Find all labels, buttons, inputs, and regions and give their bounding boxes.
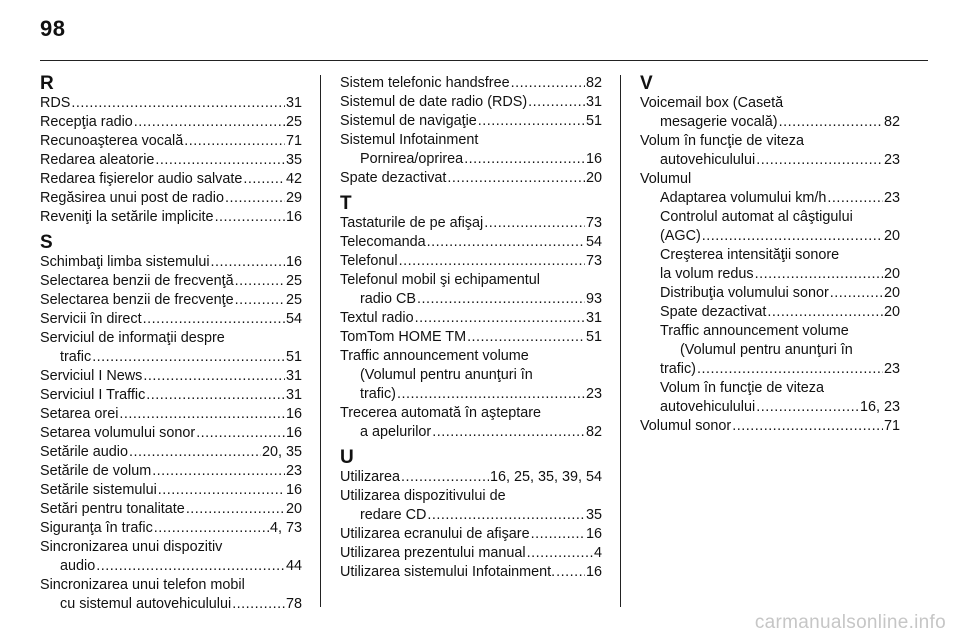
dot-leader	[96, 557, 285, 576]
index-entry	[40, 538, 302, 576]
dot-leader	[478, 112, 585, 131]
index-entry-page: 82	[585, 75, 602, 91]
index-entry-page: 23	[883, 152, 900, 168]
index-entry-title: audio	[60, 558, 96, 574]
index-entry-title: Schimbaţi limba sistemului	[40, 254, 210, 270]
index-entry-page: 23	[883, 361, 900, 377]
index-entry-page: 20, 35	[261, 444, 302, 460]
index-entry-title: Telefonul	[340, 253, 398, 269]
dot-leader	[427, 506, 585, 525]
index-entry	[340, 487, 602, 525]
index-entry-page: 16	[285, 406, 302, 422]
index-entry-text: Sincronizarea unui dispozitiv	[40, 539, 223, 555]
index-entry-page: 71	[883, 418, 900, 434]
index-entry-text: (Volumul pentru anunţuri în	[360, 367, 533, 383]
index-entry-page: 31	[285, 387, 302, 403]
dot-leader	[756, 151, 883, 170]
dot-leader	[158, 481, 285, 500]
index-entry-page: 16, 23	[859, 399, 900, 415]
index-entry-page: 82	[883, 114, 900, 130]
index-entry-title: Recepţia radio	[40, 114, 133, 130]
index-entry-title: trafic)	[660, 361, 696, 377]
dot-leader	[467, 328, 585, 347]
index-entry-text: Sincronizarea unui telefon mobil	[40, 577, 245, 593]
index-entry-title: Spate dezactivat	[340, 170, 447, 186]
index-entry-text: Creşterea intensităţii sonore	[660, 247, 840, 263]
index-entry-title: Selectarea benzii de frecvenţă	[40, 273, 234, 289]
index-letter: R	[40, 73, 54, 94]
dot-leader	[397, 385, 585, 404]
column-divider	[320, 75, 321, 607]
index-entry-title: Spate dezactivat	[660, 304, 767, 320]
dot-leader	[511, 74, 585, 93]
index-entry	[340, 563, 602, 582]
index-entry-page: 20	[585, 170, 602, 186]
index-entry-title: Pornirea/oprirea	[360, 151, 464, 167]
index-letter: S	[40, 232, 53, 253]
index-entry	[340, 112, 602, 131]
index-entry	[40, 405, 302, 424]
index-entry-page: 20	[285, 501, 302, 517]
index-entry	[340, 309, 602, 328]
index-entry-title: autovehiculului	[660, 399, 756, 415]
index-entry-page: 78	[285, 596, 302, 612]
index-entry-title: Serviciul I News	[40, 368, 143, 384]
dot-leader	[129, 443, 261, 462]
index-entry-page: 20	[883, 228, 900, 244]
dot-leader	[779, 113, 883, 132]
index-entry-page: 25	[285, 273, 302, 289]
index-entry	[340, 233, 602, 252]
index-entry	[40, 367, 302, 386]
index-entry-title: Setarea volumului sonor	[40, 425, 196, 441]
index-entry-title: Tastaturile de pe afişaj	[340, 215, 484, 231]
index-entry-title: Setările sistemului	[40, 482, 157, 498]
dot-leader	[556, 563, 585, 582]
index-entry	[640, 94, 900, 132]
index-entry-page: 93	[585, 291, 602, 307]
index-entry-page: 42	[285, 171, 302, 187]
index-entry-title: Volumul sonor	[640, 418, 732, 434]
index-entry-text: Telefonul mobil şi echipamentul	[340, 272, 540, 288]
index-entry-title: Utilizarea prezentului manual	[340, 545, 526, 561]
index-entry	[340, 544, 602, 563]
index-entry-title: mesagerie vocală)	[660, 114, 778, 130]
index-entry-title: Utilizarea	[340, 469, 400, 485]
index-entry	[40, 291, 302, 310]
index-entry-title: cu sistemul autovehiculului	[60, 596, 232, 612]
index-entry	[340, 271, 602, 309]
index-entry	[340, 131, 602, 169]
index-entry	[40, 424, 302, 443]
index-entry	[40, 462, 302, 481]
index-entry	[40, 519, 302, 538]
dot-leader	[417, 290, 585, 309]
index-column-1	[40, 74, 302, 614]
dot-leader	[152, 462, 285, 481]
index-entry-page: 4, 73	[269, 520, 302, 536]
dot-leader	[92, 348, 285, 367]
index-entry-page: 31	[285, 95, 302, 111]
index-entry	[40, 500, 302, 519]
index-entry-title: Sistemul de navigaţie	[340, 113, 477, 129]
index-entry-title: Setarea orei	[40, 406, 119, 422]
index-entry-page: 20	[883, 304, 900, 320]
index-entry-text: Traffic announcement volume	[660, 323, 849, 339]
dot-leader	[401, 468, 489, 487]
index-entry-page: 31	[585, 310, 602, 326]
index-entry	[40, 170, 302, 189]
index-entry-page: 23	[883, 190, 900, 206]
index-entry-title: Serviciul I Traffic	[40, 387, 146, 403]
index-entry-title: Selectarea benzii de frecvenţe	[40, 292, 234, 308]
index-entry-page: 82	[585, 424, 602, 440]
index-entry-page: 31	[585, 94, 602, 110]
page-number: 98	[40, 16, 66, 41]
index-entry-page: 20	[883, 266, 900, 282]
dot-leader	[215, 208, 285, 227]
dot-leader	[427, 233, 585, 252]
index-entry	[40, 132, 302, 151]
dot-leader	[732, 417, 883, 436]
index-entry	[640, 303, 900, 322]
index-entry	[640, 379, 900, 417]
index-entry	[40, 576, 302, 614]
index-entry-page: 73	[585, 253, 602, 269]
dot-leader	[531, 525, 585, 544]
index-entry-page: 54	[585, 234, 602, 250]
index-entry-page: 73	[585, 215, 602, 231]
index-entry	[40, 208, 302, 227]
index-column-2	[340, 74, 602, 582]
index-entry-text: Sistemul Infotainment	[340, 132, 479, 148]
index-entry-title: Setările de volum	[40, 463, 152, 479]
dot-leader	[146, 386, 285, 405]
index-entry-text: (Volumul pentru anunţuri în	[680, 342, 853, 358]
index-entry-title: Siguranţa în trafic	[40, 520, 153, 536]
dot-leader	[134, 113, 285, 132]
index-entry-page: 16	[285, 254, 302, 270]
index-column-3	[640, 74, 900, 436]
dot-leader	[415, 309, 585, 328]
index-entry	[40, 151, 302, 170]
index-entry	[340, 347, 602, 404]
dot-leader	[702, 227, 883, 246]
index-entry-title: Utilizarea sistemului Infotainment.	[340, 564, 556, 580]
index-entry	[340, 74, 602, 93]
index-entry	[640, 284, 900, 303]
index-entry	[40, 94, 302, 113]
index-entry-page: 16	[585, 526, 602, 542]
index-entry-page: 51	[585, 113, 602, 129]
dot-leader	[186, 500, 285, 519]
index-entry-page: 16	[585, 564, 602, 580]
index-entry-page: 25	[285, 292, 302, 308]
index-entry-title: Adaptarea volumului km/h	[660, 190, 827, 206]
index-entry-page: 16, 25, 35, 39, 54	[489, 469, 602, 485]
index-entry-title: trafic	[60, 349, 92, 365]
index-letter: U	[340, 447, 354, 468]
index-entry-page: 54	[285, 311, 302, 327]
index-entry	[640, 189, 900, 208]
index-entry	[40, 189, 302, 208]
index-entry-text: Volum în funcţie de viteza	[660, 380, 824, 396]
dot-leader	[211, 253, 285, 272]
index-entry-title: Distribuţia volumului sonor	[660, 285, 829, 301]
dot-leader	[830, 284, 883, 303]
dot-leader	[154, 519, 269, 538]
dot-leader	[225, 189, 285, 208]
index-entry-page: 23	[285, 463, 302, 479]
index-entry-page: 16	[285, 425, 302, 441]
dot-leader	[464, 150, 585, 169]
index-entry	[40, 329, 302, 367]
index-entry	[340, 93, 602, 112]
index-entry	[40, 310, 302, 329]
index-entry-text: Serviciul de informaţii despre	[40, 330, 225, 346]
index-entry	[340, 404, 602, 442]
dot-leader	[432, 423, 585, 442]
index-entry-page: 23	[585, 386, 602, 402]
dot-leader	[827, 189, 883, 208]
index-entry	[340, 468, 602, 487]
index-entry	[40, 386, 302, 405]
dot-leader	[767, 303, 883, 322]
index-entry-title: redare CD	[360, 507, 427, 523]
index-entry-text: Controlul automat al câştigului	[660, 209, 853, 225]
index-entry	[340, 252, 602, 271]
index-entry	[640, 246, 900, 284]
dot-leader	[235, 291, 285, 310]
dot-leader	[196, 424, 285, 443]
index-entry-title: a apelurilor	[360, 424, 432, 440]
index-entry	[640, 132, 900, 170]
dot-leader	[697, 360, 883, 379]
column-divider	[620, 75, 621, 607]
index-entry	[340, 328, 602, 347]
index-entry	[40, 253, 302, 272]
index-entry-title: TomTom HOME TM	[340, 329, 467, 345]
index-entry	[340, 525, 602, 544]
index-letter: T	[340, 193, 352, 214]
dot-leader	[119, 405, 285, 424]
index-entry-title: Servicii în direct	[40, 311, 142, 327]
index-entry-title: Setările audio	[40, 444, 129, 460]
index-entry-title: radio CB	[360, 291, 416, 307]
dot-leader	[399, 252, 585, 271]
index-group-heading: Volumul	[640, 171, 692, 187]
index-entry-text: Volum în funcţie de viteza	[640, 133, 804, 149]
index-entry-title: Textul radio	[340, 310, 414, 326]
dot-leader	[143, 367, 285, 386]
dot-leader	[155, 151, 285, 170]
index-entry-text: Utilizarea dispozitivului de	[340, 488, 506, 504]
index-entry	[340, 169, 602, 188]
index-entry	[340, 214, 602, 233]
index-entry-text: Trecerea automată în aşteptare	[340, 405, 542, 421]
dot-leader	[528, 93, 585, 112]
header-rule	[40, 60, 928, 61]
index-entry-text: Voicemail box (Casetă	[640, 95, 784, 111]
index-entry-title: Recunoaşterea vocală	[40, 133, 184, 149]
index-entry-title: Redarea aleatorie	[40, 152, 155, 168]
index-letter: V	[640, 73, 653, 94]
index-entry-page: 4	[593, 545, 602, 561]
index-entry-title: Utilizarea ecranului de afişare	[340, 526, 530, 542]
dot-leader	[184, 132, 285, 151]
index-entry-page: 51	[285, 349, 302, 365]
index-entry-page: 51	[585, 329, 602, 345]
index-entry	[40, 481, 302, 500]
index-entry-page: 16	[585, 151, 602, 167]
index-entry-title: Sistem telefonic handsfree	[340, 75, 510, 91]
index-entry	[640, 322, 900, 379]
index-entry-title: Sistemul de date radio (RDS)	[340, 94, 528, 110]
dot-leader	[756, 398, 859, 417]
index-entry-page: 16	[285, 482, 302, 498]
dot-leader	[243, 170, 285, 189]
index-entry-page: 29	[285, 190, 302, 206]
index-entry-page: 20	[883, 285, 900, 301]
index-entry-page: 44	[285, 558, 302, 574]
index-entry	[640, 417, 900, 436]
index-entry	[40, 113, 302, 132]
index-entry-page: 35	[585, 507, 602, 523]
index-entry-page: 35	[285, 152, 302, 168]
index-entry-title: Redarea fişierelor audio salvate	[40, 171, 243, 187]
index-entry-title: RDS	[40, 95, 71, 111]
index-entry-page: 31	[285, 368, 302, 384]
watermark: carmanualsonline.info	[754, 612, 946, 633]
dot-leader	[143, 310, 285, 329]
index-entry-title: trafic)	[360, 386, 396, 402]
dot-leader	[755, 265, 883, 284]
index-entry-title: Setări pentru tonalitate	[40, 501, 185, 517]
dot-leader	[71, 94, 285, 113]
index-entry	[40, 443, 302, 462]
dot-leader	[447, 169, 585, 188]
index-entry-page: 16	[285, 209, 302, 225]
index-entry-title: Regăsirea unui post de radio	[40, 190, 225, 206]
index-entry-title: Reveniţi la setările implicite	[40, 209, 214, 225]
index-entry-page: 71	[285, 133, 302, 149]
dot-leader	[232, 595, 285, 614]
index-entry-page: 25	[285, 114, 302, 130]
index-entry-title: autovehiculului	[660, 152, 756, 168]
dot-leader	[235, 272, 285, 291]
index-entry	[40, 272, 302, 291]
index-entry-title: la volum redus	[660, 266, 754, 282]
index-entry	[640, 208, 900, 246]
dot-leader	[484, 214, 585, 233]
index-entry-title: Telecomanda	[340, 234, 426, 250]
dot-leader	[527, 544, 593, 563]
index-entry-title: (AGC)	[660, 228, 701, 244]
index-entry-text: Traffic announcement volume	[340, 348, 529, 364]
